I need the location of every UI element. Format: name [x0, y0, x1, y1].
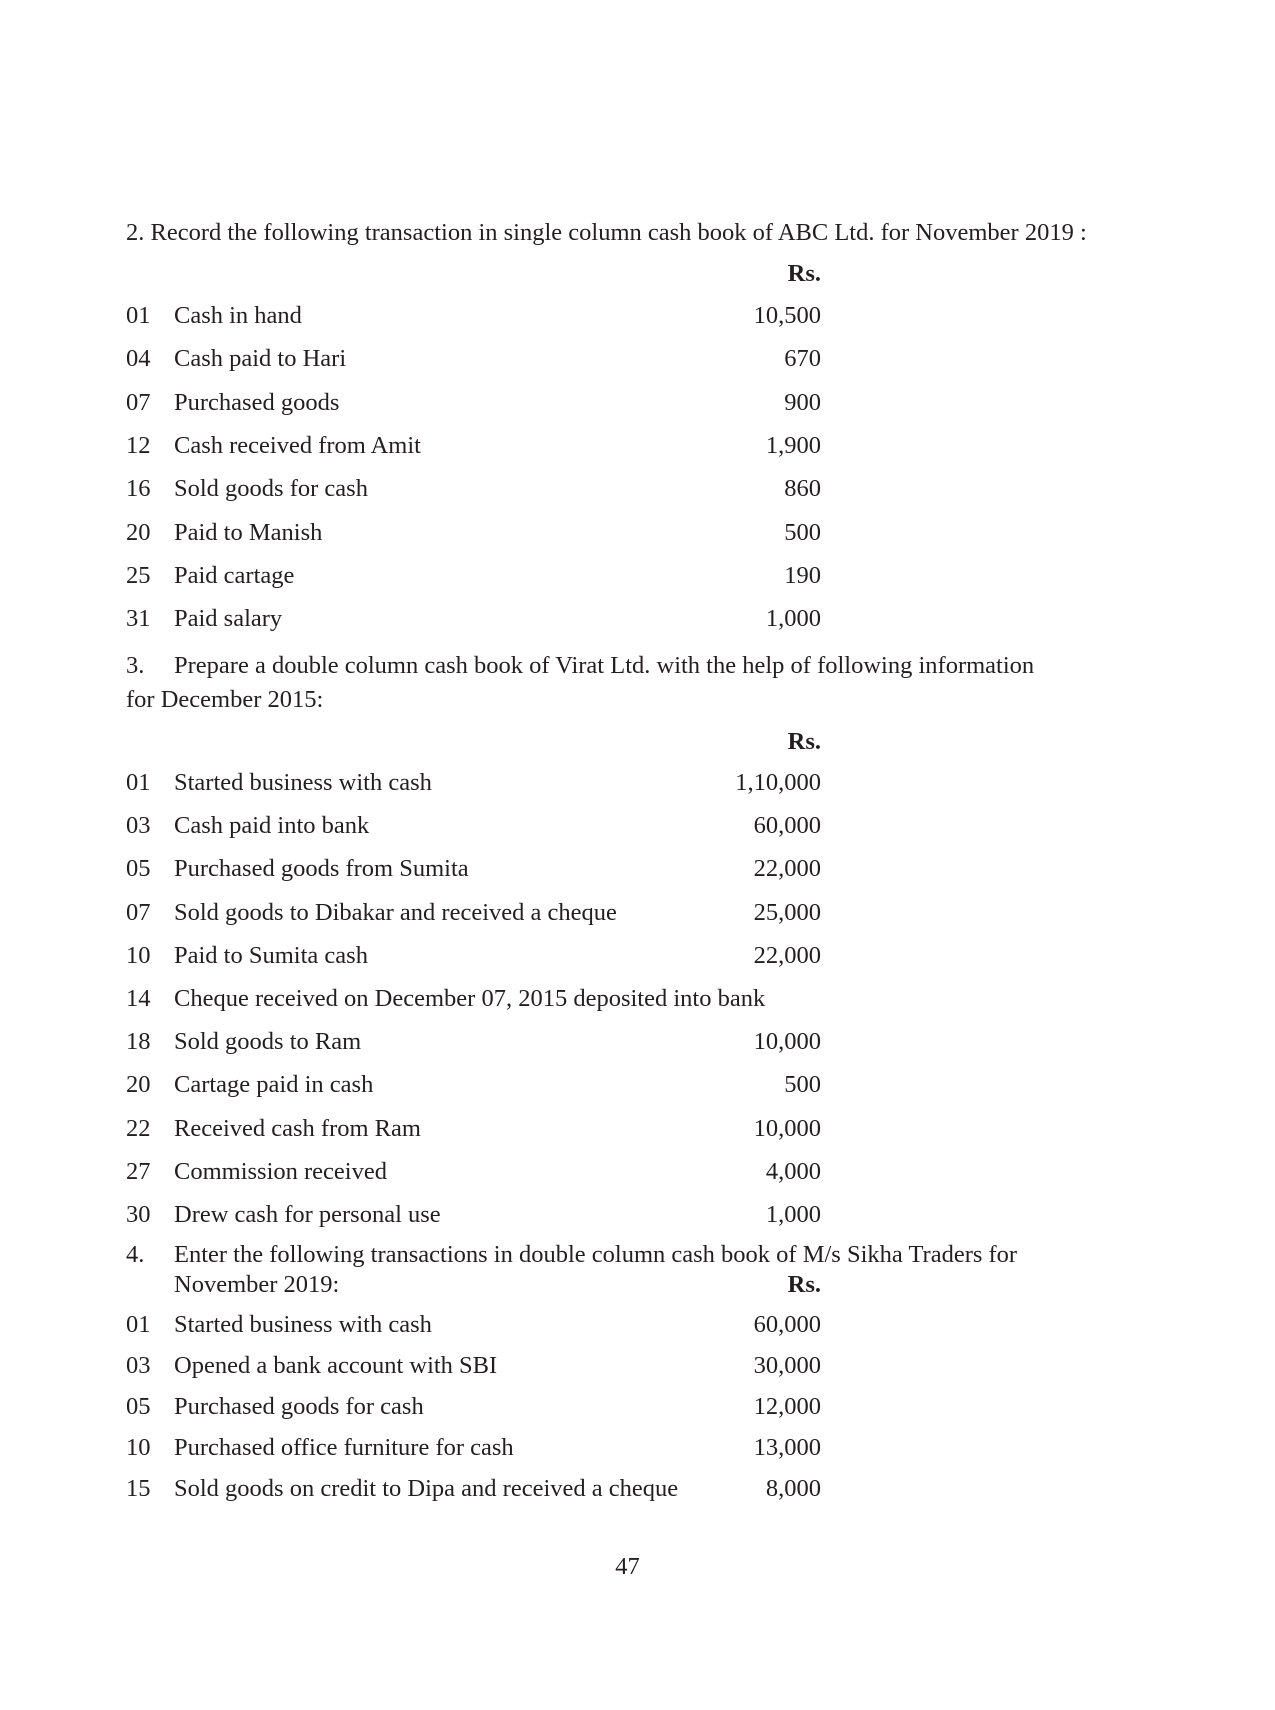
transaction-row: [0, 814, 1275, 844]
question-3-number: 3.: [126, 652, 145, 679]
transaction-amount: 30,000: [753, 1352, 821, 1379]
page-number: 47: [615, 1553, 640, 1580]
transaction-date: 04: [126, 345, 151, 373]
transaction-description: Started business with cash: [174, 1311, 432, 1338]
transaction-amount: 190: [784, 561, 821, 589]
transaction-description: Sold goods for cash: [174, 475, 368, 503]
transaction-row: [0, 941, 1275, 974]
transaction-amount: 12,000: [753, 1393, 821, 1420]
transaction-row: [0, 518, 1275, 551]
transaction-amount: 1,000: [765, 605, 821, 633]
transaction-description: Commission received: [174, 1157, 387, 1185]
transaction-amount: 10,500: [753, 302, 821, 329]
transaction-date: 07: [126, 898, 151, 926]
transaction-row: [0, 1477, 1275, 1507]
question-3-heading-line1: Prepare a double column cash book of Virat Ltd. with the help of following information: [174, 652, 1035, 679]
transaction-amount: 1,000: [765, 1201, 821, 1228]
transaction-description: Paid salary: [174, 605, 283, 633]
transaction-amount: 900: [784, 388, 821, 416]
transaction-amount: 22,000: [753, 855, 821, 883]
transaction-amount: 860: [784, 475, 821, 503]
question-4-number: 4.: [126, 1241, 145, 1268]
q3-rs-header: Rs.: [787, 728, 821, 755]
transaction-row: [0, 1313, 1275, 1343]
transaction-date: 15: [126, 1475, 151, 1502]
transaction-amount: 22,000: [753, 941, 821, 969]
transaction-row: [0, 1395, 1275, 1425]
transaction-date: 10: [126, 941, 151, 969]
transaction-description: Sold goods on credit to Dipa and received a cheque: [174, 1475, 679, 1502]
transaction-row: [0, 898, 1275, 931]
transaction-description: Purchased goods for cash: [174, 1393, 424, 1420]
transaction-date: 20: [126, 518, 151, 546]
transaction-date: 10: [126, 1434, 151, 1461]
transaction-description: Started business with cash: [174, 769, 432, 796]
transaction-date: 27: [126, 1157, 151, 1185]
transaction-row: [0, 1030, 1275, 1060]
transaction-description: Drew cash for personal use: [174, 1201, 441, 1228]
transaction-row: [0, 388, 1275, 421]
transaction-row: [0, 477, 1275, 507]
transaction-date: 20: [126, 1071, 151, 1099]
transaction-amount: 8,000: [765, 1475, 821, 1502]
transaction-description: Paid to Sumita cash: [174, 941, 368, 969]
transaction-description: Purchased office furniture for cash: [174, 1434, 514, 1461]
transaction-description: Paid cartage: [174, 561, 295, 589]
transaction-amount: 10,000: [753, 1028, 821, 1056]
transaction-date: 05: [126, 1393, 151, 1420]
transaction-date: 30: [126, 1201, 151, 1228]
transaction-description: Cartage paid in cash: [174, 1071, 374, 1099]
transaction-description: Sold goods to Ram: [174, 1028, 362, 1056]
transaction-date: 03: [126, 1352, 151, 1379]
transaction-row: [0, 347, 1275, 377]
transaction-amount: 60,000: [753, 812, 821, 840]
transaction-row: [0, 1203, 1275, 1233]
transaction-amount: 1,900: [765, 431, 821, 459]
transaction-description: Cash paid into bank: [174, 812, 370, 840]
transaction-date: 05: [126, 855, 151, 883]
transaction-date: 18: [126, 1028, 151, 1056]
question-2-heading: 2. Record the following transaction in single column cash book of ABC Ltd. for November 2019 :: [126, 219, 1087, 246]
transaction-description: Cash paid to Hari: [174, 345, 347, 373]
transaction-amount: 670: [784, 345, 821, 373]
transaction-date: 16: [126, 475, 151, 503]
question-3-heading-line2: for December 2015:: [126, 686, 324, 713]
transaction-description: Purchased goods from Sumita: [174, 855, 469, 883]
transaction-date: 03: [126, 812, 151, 840]
transaction-amount: 13,000: [753, 1434, 821, 1461]
q4-rs-header: Rs.: [787, 1271, 821, 1298]
transaction-date: 31: [126, 605, 151, 633]
transaction-row: [0, 304, 1275, 334]
transaction-row: [0, 561, 1275, 594]
transaction-row: [0, 1157, 1275, 1190]
transaction-amount: 500: [784, 518, 821, 546]
transaction-date: 01: [126, 1311, 151, 1338]
transaction-amount: 4,000: [765, 1157, 821, 1185]
transaction-date: 12: [126, 431, 151, 459]
transaction-description: Cash received from Amit: [174, 431, 421, 459]
transaction-row: [0, 1073, 1275, 1103]
transaction-description: Received cash from Ram: [174, 1114, 421, 1142]
transaction-description: Sold goods to Dibakar and received a cheque: [174, 898, 617, 926]
transaction-date: 14: [126, 985, 151, 1012]
transaction-row: [0, 1354, 1275, 1384]
transaction-row: [0, 987, 1275, 1017]
transaction-row: [0, 607, 1275, 637]
question-4-heading-line1: Enter the following transactions in double column cash book of M/s Sikha Traders for: [174, 1241, 1018, 1268]
transaction-amount: 1,10,000: [735, 769, 821, 796]
transaction-description: Paid to Manish: [174, 518, 323, 546]
transaction-amount: 10,000: [753, 1114, 821, 1142]
transaction-date: 07: [126, 388, 151, 416]
transaction-row: [0, 771, 1275, 801]
transaction-description: Purchased goods: [174, 388, 340, 416]
transaction-row: [0, 1114, 1275, 1147]
transaction-amount: 60,000: [753, 1311, 821, 1338]
question-4-heading-line2: November 2019:: [174, 1271, 340, 1298]
transaction-description: Opened a bank account with SBI: [174, 1352, 498, 1379]
transaction-row: [0, 1436, 1275, 1466]
transaction-date: 01: [126, 769, 151, 796]
transaction-row: [0, 857, 1275, 887]
transaction-date: 01: [126, 302, 151, 329]
transaction-row: [0, 431, 1275, 464]
transaction-amount: 25,000: [753, 898, 821, 926]
transaction-description: Cash in hand: [174, 302, 302, 329]
transaction-date: 22: [126, 1114, 151, 1142]
transaction-description: Cheque received on December 07, 2015 deposited into bank: [174, 985, 766, 1012]
transaction-amount: 500: [784, 1071, 821, 1099]
q2-rs-header: Rs.: [787, 260, 821, 287]
transaction-date: 25: [126, 561, 151, 589]
